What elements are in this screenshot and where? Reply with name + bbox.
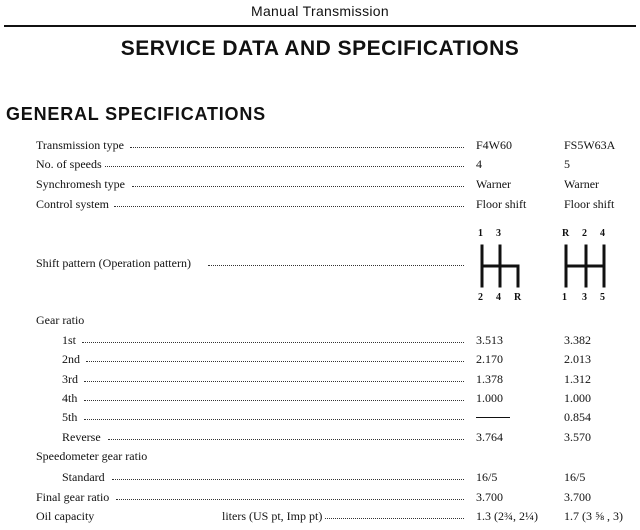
gear-label: R bbox=[514, 292, 522, 303]
spec-label: 5th bbox=[62, 409, 80, 425]
gear-label: 2 bbox=[582, 228, 587, 239]
gear-label: 3 bbox=[582, 292, 587, 303]
spec-label: 4th bbox=[62, 390, 80, 406]
fs5w63a-value: 2.013 bbox=[564, 352, 591, 366]
leader-dots bbox=[86, 361, 464, 362]
f4w60-value: 1.000 bbox=[476, 391, 503, 405]
fs5w63a-value: Warner bbox=[564, 177, 600, 191]
shift-gate-diagram bbox=[558, 242, 614, 292]
spec-label: Gear ratio bbox=[36, 312, 87, 328]
spec-label: Final gear ratio bbox=[36, 489, 112, 505]
gear-label: 3 bbox=[496, 228, 501, 239]
spec-row-gear-1st bbox=[0, 332, 640, 348]
spec-row-speedometer-standard bbox=[0, 469, 640, 485]
leader-dots bbox=[130, 147, 464, 148]
spec-label: Control system bbox=[36, 196, 112, 212]
f4w60-value: 1.3 (2¾, 2¼) bbox=[476, 509, 538, 523]
spec-row-transmission-type bbox=[0, 137, 640, 153]
spec-label: Transmission type bbox=[36, 137, 127, 153]
spec-unit: liters (US pt, Imp pt) bbox=[222, 508, 325, 524]
spec-label: Oil capacity bbox=[36, 508, 97, 524]
gear-label: 4 bbox=[496, 292, 501, 303]
leader-dots bbox=[306, 518, 464, 519]
section-title: GENERAL SPECIFICATIONS bbox=[6, 104, 266, 124]
fs5w63a-value: 3.570 bbox=[564, 430, 591, 444]
spec-label: Standard bbox=[62, 469, 108, 485]
f4w60-value: 1.378 bbox=[476, 372, 503, 386]
spec-row-gear-ratio-heading bbox=[0, 312, 640, 328]
spec-label: Speedometer gear ratio bbox=[36, 448, 150, 464]
f4w60-value: F4W60 bbox=[476, 138, 512, 152]
f4w60-value: 4 bbox=[476, 157, 482, 171]
gear-label: R bbox=[562, 228, 570, 239]
spec-label: No. of speeds bbox=[36, 156, 105, 172]
gear-label: 1 bbox=[478, 228, 483, 239]
leader-dots bbox=[84, 381, 464, 382]
fs5w63a-value: 5 bbox=[564, 157, 570, 171]
spec-row-control bbox=[0, 196, 640, 212]
spec-label: 1st bbox=[62, 332, 79, 348]
fs5w63a-value: 16/5 bbox=[564, 470, 586, 484]
spec-row-synchromesh bbox=[0, 176, 640, 192]
spec-row-gear-reverse bbox=[0, 429, 640, 445]
spec-row-gear-2nd bbox=[0, 351, 640, 367]
page-title: SERVICE DATA AND SPECIFICATIONS bbox=[120, 37, 520, 60]
leader-dots bbox=[132, 186, 464, 187]
fs5w63a-value: 0.854 bbox=[564, 410, 591, 424]
spec-label: Synchromesh type bbox=[36, 176, 128, 192]
f4w60-value: 3.764 bbox=[476, 430, 503, 444]
fs5w63a-value: 1.000 bbox=[564, 391, 591, 405]
leader-dots bbox=[84, 419, 464, 420]
spec-row-oil-capacity bbox=[0, 508, 640, 524]
fs5w63a-value: FS5W63A bbox=[564, 138, 616, 152]
gear-label: 2 bbox=[478, 292, 483, 303]
spec-row-speeds bbox=[0, 156, 640, 172]
fs5w63a-value: Floor shift bbox=[564, 197, 615, 211]
gear-label: 1 bbox=[562, 292, 567, 303]
spec-label: Reverse bbox=[62, 429, 104, 445]
f4w60-value: 3.700 bbox=[476, 490, 503, 504]
leader-dots bbox=[84, 400, 464, 401]
spec-row-final-gear bbox=[0, 489, 640, 505]
spec-row-gear-5th bbox=[0, 409, 640, 425]
spec-label: 2nd bbox=[62, 351, 83, 367]
leader-dots bbox=[108, 439, 464, 440]
leader-dots bbox=[112, 479, 464, 480]
shift-gate-diagram bbox=[472, 242, 528, 292]
shift-pattern-f4w60 bbox=[472, 228, 528, 304]
spec-row-shift-pattern bbox=[0, 255, 640, 271]
header-title: Manual Transmission bbox=[251, 3, 389, 19]
spec-row-gear-4th bbox=[0, 390, 640, 406]
fs5w63a-value: 3.700 bbox=[564, 490, 591, 504]
gear-label: 5 bbox=[600, 292, 605, 303]
f4w60-value: Warner bbox=[476, 177, 512, 191]
fs5w63a-value: 3.382 bbox=[564, 333, 591, 347]
f4w60-value: 2.170 bbox=[476, 352, 503, 366]
f4w60-value: Floor shift bbox=[476, 197, 527, 211]
leader-dots bbox=[114, 206, 464, 207]
leader-dots bbox=[82, 342, 464, 343]
leader-dots bbox=[104, 166, 464, 167]
f4w60-value: 3.513 bbox=[476, 333, 503, 347]
shift-pattern-fs5w63a bbox=[558, 228, 614, 304]
spec-label: 3rd bbox=[62, 371, 81, 387]
fs5w63a-value: 1.312 bbox=[564, 372, 591, 386]
spec-row-gear-3rd bbox=[0, 371, 640, 387]
spec-label: Shift pattern (Operation pattern) bbox=[36, 255, 194, 271]
gear-label: 4 bbox=[600, 228, 605, 239]
spec-row-speedometer-heading bbox=[0, 448, 640, 464]
not-applicable-dash bbox=[476, 417, 510, 418]
leader-dots bbox=[208, 265, 464, 266]
f4w60-value: 16/5 bbox=[476, 470, 498, 484]
fs5w63a-value: 1.7 (3 ⅝ , 3) bbox=[564, 509, 623, 523]
header-rule bbox=[4, 25, 636, 27]
leader-dots bbox=[116, 499, 464, 500]
